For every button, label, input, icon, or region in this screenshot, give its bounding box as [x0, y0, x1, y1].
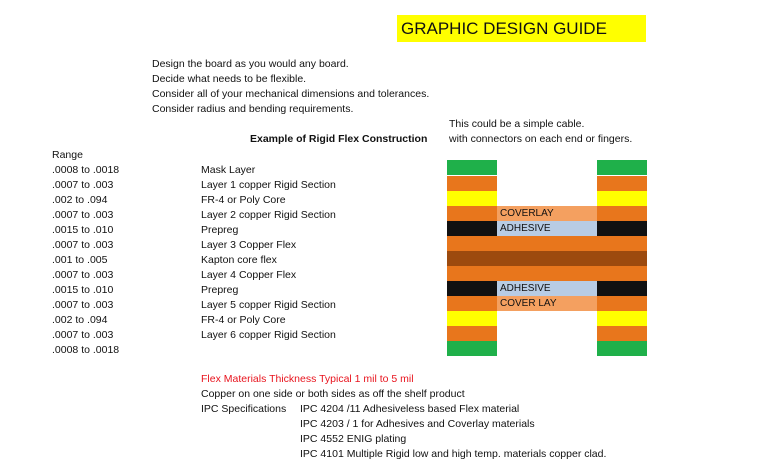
- layer-name: Layer 3 Copper Flex: [201, 239, 297, 251]
- rigid-flex-stackup-diagram: [447, 160, 647, 356]
- prepreg-layer-right: [597, 221, 647, 236]
- ipc-spec: IPC 4204 /11 Adhesiveless based Flex material: [300, 403, 520, 415]
- intro-line: Design the board as you would any board.: [152, 58, 349, 70]
- layer-name: Prepreg: [201, 224, 239, 236]
- copper-layer-left: [447, 176, 497, 191]
- copper-layer-left: [447, 326, 497, 341]
- range-value: .0007 to .003: [52, 179, 114, 191]
- range-value: .0007 to .003: [52, 269, 114, 281]
- layer-name: Layer 2 copper Rigid Section: [201, 209, 336, 221]
- prepreg-layer-left: [447, 281, 497, 296]
- layer-name: Layer 1 copper Rigid Section: [201, 179, 336, 191]
- layer-name: Layer 6 copper Rigid Section: [201, 329, 336, 341]
- mask-layer-right: [597, 341, 647, 356]
- core-layer-left: [447, 191, 497, 206]
- ipc-spec: IPC 4552 ENIG plating: [300, 433, 407, 445]
- core-layer-left: [447, 311, 497, 326]
- intro-line: Consider radius and bending requirements.: [152, 103, 354, 115]
- copper-note: Copper on one side or both sides as off the shelf product: [201, 388, 465, 400]
- range-value: .002 to .094: [52, 314, 108, 326]
- coverlay-bottom-label: COVER LAY: [500, 298, 557, 309]
- core-layer-right: [597, 191, 647, 206]
- mask-layer-left: [447, 341, 497, 356]
- mask-layer-left: [447, 160, 497, 175]
- range-value: .0008 to .0018: [52, 344, 120, 356]
- copper-flex-layer-3: [447, 236, 647, 251]
- intro-line: Consider all of your mechanical dimensions and tolerances.: [152, 88, 430, 100]
- range-value: .0015 to .010: [52, 284, 114, 296]
- range-value: .002 to .094: [52, 194, 108, 206]
- kapton-core-layer: [447, 251, 647, 266]
- copper-layer-right: [597, 296, 647, 311]
- cable-note: This could be a simple cable.: [449, 118, 585, 130]
- ipc-label: IPC Specifications: [201, 403, 287, 415]
- layer-name: Layer 4 Copper Flex: [201, 269, 297, 281]
- range-value: .0007 to .003: [52, 239, 114, 251]
- layer-name: Mask Layer: [201, 164, 256, 176]
- layer-name: Kapton core flex: [201, 254, 277, 266]
- prepreg-layer-right: [597, 281, 647, 296]
- copper-flex-layer-4: [447, 266, 647, 281]
- mask-layer-right: [597, 160, 647, 175]
- copper-layer-right: [597, 176, 647, 191]
- ipc-spec: IPC 4203 / 1 for Adhesives and Coverlay materials: [300, 418, 535, 430]
- range-value: .0008 to .0018: [52, 164, 120, 176]
- layer-name: FR-4 or Poly Core: [201, 194, 286, 206]
- layer-name: Layer 5 copper Rigid Section: [201, 299, 336, 311]
- copper-layer-right: [597, 326, 647, 341]
- flex-thickness-note: Flex Materials Thickness Typical 1 mil to 5 mil: [201, 373, 414, 385]
- coverlay-top-label: COVERLAY: [500, 208, 554, 219]
- core-layer-right: [597, 311, 647, 326]
- prepreg-layer-left: [447, 221, 497, 236]
- intro-line: Decide what needs to be flexible.: [152, 73, 307, 85]
- range-value: .001 to .005: [52, 254, 108, 266]
- range-heading: Range: [52, 149, 83, 161]
- cable-note: with connectors on each end or fingers.: [449, 133, 633, 145]
- example-heading: Example of Rigid Flex Construction: [250, 133, 428, 145]
- copper-layer-left: [447, 296, 497, 311]
- range-value: .0007 to .003: [52, 209, 114, 221]
- copper-layer-right: [597, 206, 647, 221]
- layer-name: Prepreg: [201, 284, 239, 296]
- range-value: .0007 to .003: [52, 299, 114, 311]
- copper-layer-left: [447, 206, 497, 221]
- range-value: .0015 to .010: [52, 224, 114, 236]
- ipc-spec: IPC 4101 Multiple Rigid low and high temp. materials copper clad.: [300, 448, 607, 460]
- adhesive-bottom-label: ADHESIVE: [500, 283, 551, 294]
- adhesive-top-label: ADHESIVE: [500, 223, 551, 234]
- range-value: .0007 to .003: [52, 329, 114, 341]
- page-title: GRAPHIC DESIGN GUIDE: [397, 15, 646, 42]
- layer-name: FR-4 or Poly Core: [201, 314, 286, 326]
